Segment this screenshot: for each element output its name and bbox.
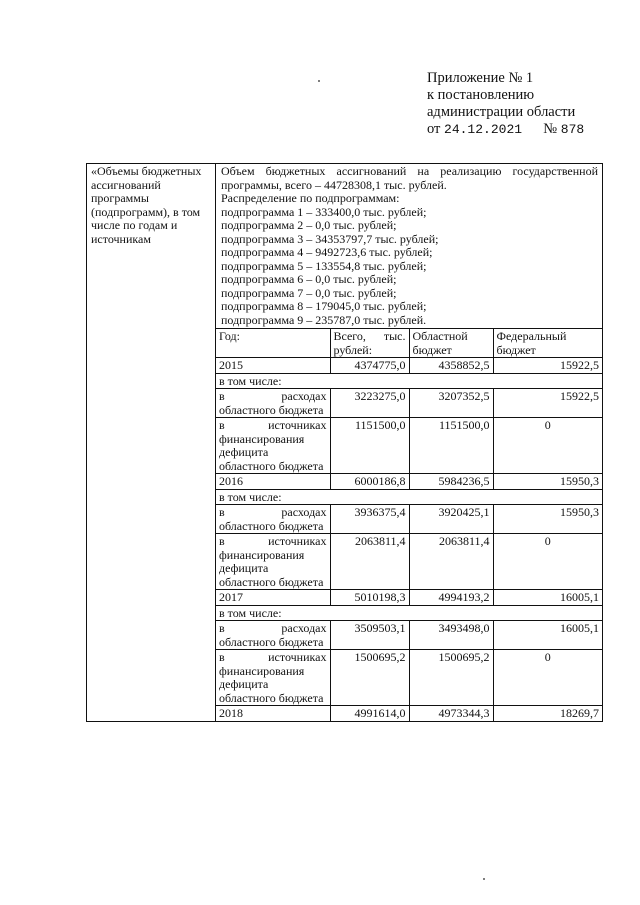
regional-cell: 3207352,5 (409, 389, 493, 418)
appendix-authority: администрации области (427, 104, 576, 120)
federal-cell: 0 (493, 650, 602, 706)
expenses-row (216, 505, 602, 534)
year-cell: 2016 (216, 474, 330, 490)
appendix-title: Приложение № 1 (427, 70, 534, 86)
expenses-label: в расходах областного бюджета (216, 389, 330, 418)
expenses-label: в расходах областного бюджета (216, 505, 330, 534)
scan-speck (318, 80, 320, 82)
col-header-regional: Областной бюджет (409, 329, 493, 358)
year-row (216, 358, 602, 374)
col-header-year: Год: (216, 329, 330, 358)
federal-cell: 15922,5 (493, 389, 602, 418)
sources-label: в источниках финансирования дефицита областного бюджета (216, 534, 330, 590)
budget-passport-table (86, 163, 603, 722)
year-cell: 2018 (216, 706, 330, 721)
sources-label: в источниках финансирования дефицита областного бюджета (216, 650, 330, 706)
col-header-federal: Федеральный бюджет (493, 329, 602, 358)
regional-cell: 5984236,5 (409, 474, 493, 490)
federal-cell: 0 (493, 418, 602, 474)
sources-label: в источниках финансирования дефицита областного бюджета (216, 418, 330, 474)
section-content-cell (216, 164, 603, 722)
regional-cell: 3920425,1 (409, 505, 493, 534)
total-cell: 3509503,1 (330, 621, 409, 650)
subprogram-line: подпрограмма 2 – 0,0 тыс. рублей; (221, 218, 397, 232)
scan-speck (483, 878, 485, 880)
year-cell: 2017 (216, 590, 330, 606)
federal-cell: 15950,3 (493, 505, 602, 534)
incl-label: в том числе: (216, 489, 602, 505)
total-cell: 5010198,3 (330, 590, 409, 606)
total-line-1: Объем бюджетных ассигнований на реализацию государственной (221, 164, 598, 178)
total-cell: 4374775,0 (330, 358, 409, 374)
federal-cell: 15950,3 (493, 474, 602, 490)
federal-cell: 15922,5 (493, 358, 602, 374)
subprogram-line: подпрограмма 3 – 34353797,7 тыс. рублей; (221, 231, 439, 246)
regional-cell: 4973344,3 (409, 706, 493, 721)
subprogram-line: подпрограмма 7 – 0,0 тыс. рублей; (221, 285, 397, 300)
subprogram-line: подпрограмма 5 – 133554,8 тыс. рублей; (221, 258, 427, 273)
total-cell: 3936375,4 (330, 505, 409, 534)
sources-row (216, 650, 602, 706)
incl-row (216, 489, 602, 505)
regional-cell: 4358852,5 (409, 358, 493, 374)
incl-label: в том числе: (216, 605, 602, 621)
appendix-date-line (427, 121, 627, 138)
year-row (216, 706, 602, 721)
incl-row (216, 605, 602, 621)
incl-label: в том числе: (216, 373, 602, 389)
expenses-label: в расходах областного бюджета (216, 621, 330, 650)
distribution-heading: Распределение по подпрограммам: (221, 191, 400, 205)
incl-row (216, 373, 602, 389)
federal-cell: 16005,1 (493, 590, 602, 606)
year-cell: 2015 (216, 358, 330, 374)
federal-cell: 16005,1 (493, 621, 602, 650)
subprogram-line: подпрограмма 4 – 9492723,6 тыс. рублей; (221, 245, 433, 259)
total-cell: 4991614,0 (330, 706, 409, 721)
sources-row (216, 418, 602, 474)
total-cell: 6000186,8 (330, 474, 409, 490)
regional-cell: 3493498,0 (409, 621, 493, 650)
header-row (216, 329, 602, 358)
regional-cell: 1151500,0 (409, 418, 493, 474)
expenses-row (216, 389, 602, 418)
date-prefix: от (427, 121, 441, 137)
regional-cell: 2063811,4 (409, 534, 493, 590)
number-prefix: № (543, 121, 558, 137)
year-row (216, 590, 602, 606)
decree-date: 24.12.2021 (444, 122, 523, 137)
regional-cell: 4994193,2 (409, 590, 493, 606)
subprogram-line: подпрограмма 9 – 235787,0 тыс. рублей. (221, 312, 427, 327)
year-row (216, 474, 602, 490)
decree-number: 878 (560, 122, 585, 137)
total-cell: 1500695,2 (330, 650, 409, 706)
subprogram-line: подпрограмма 8 – 179045,0 тыс. рублей; (221, 299, 427, 313)
total-cell: 1151500,0 (330, 418, 409, 474)
col-header-total: Всего, тыс. рублей: (330, 329, 409, 358)
subprogram-line: подпрограмма 1 – 333400,0 тыс. рублей; (221, 204, 427, 219)
appendix-ref: к постановлению (427, 87, 535, 103)
subprogram-line: подпрограмма 6 – 0,0 тыс. рублей; (221, 272, 397, 286)
regional-cell: 1500695,2 (409, 650, 493, 706)
federal-cell: 18269,7 (493, 706, 602, 721)
expenses-row (216, 621, 602, 650)
total-cell: 3223275,0 (330, 389, 409, 418)
section-label-cell (87, 164, 216, 722)
total-cell: 2063811,4 (330, 534, 409, 590)
section-label: «Объемы бюджетных ассигнований программы (подпрограмм), в том числе по годам и источникам (91, 164, 202, 246)
budget-intro (216, 164, 602, 328)
federal-cell: 0 (493, 534, 602, 590)
year-breakdown-table (216, 328, 602, 721)
sources-row (216, 534, 602, 590)
appendix-header (427, 70, 627, 138)
total-line-2: программы, всего – 44728308,1 тыс. рублей. (221, 177, 447, 192)
